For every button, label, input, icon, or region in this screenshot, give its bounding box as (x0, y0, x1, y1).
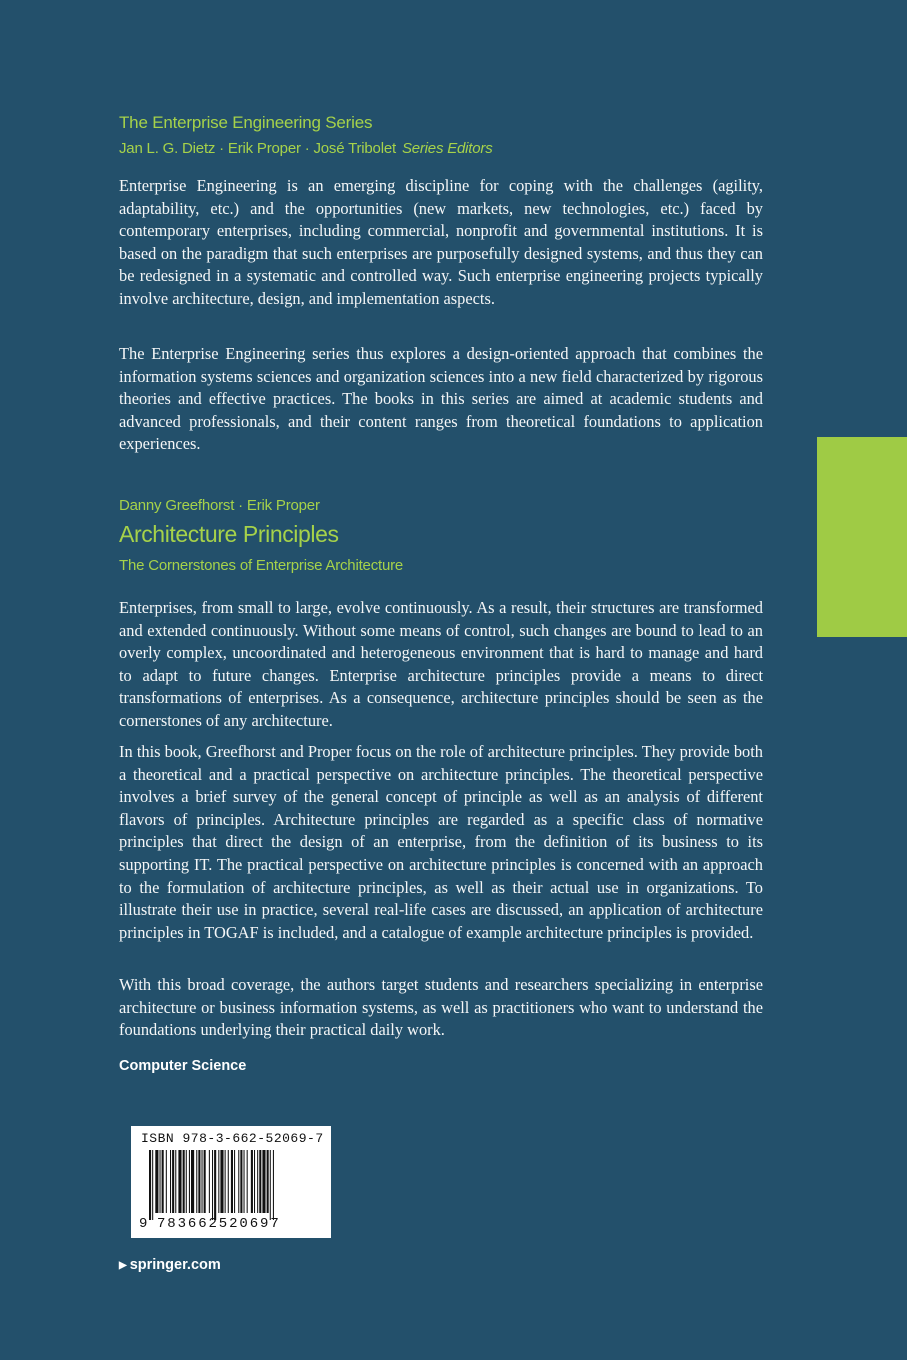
barcode-bar (251, 1150, 253, 1213)
barcode-bar (247, 1150, 248, 1213)
publisher-website: springer.com (129, 1257, 221, 1273)
barcode-bar (196, 1150, 197, 1213)
barcode-bar (234, 1150, 235, 1213)
barcode-bar (212, 1150, 213, 1220)
series-title: The Enterprise Engineering Series (119, 113, 373, 132)
barcode-bar (231, 1150, 233, 1213)
book-description-paragraph-3: With this broad coverage, the authors target students and researchers specializing in enterprise architecture or business information systems, as well as practitioners who want to understand the foundations underlying their practical daily work. (119, 975, 763, 1040)
barcode-bar (170, 1150, 171, 1213)
series-editors (119, 140, 493, 157)
book-description-paragraph-2: In this book, Greefhorst and Proper focus on the role of architecture principles. They provide both a theoretical and a practical perspective on architecture principles. The theoretical perspective involves a brief survey of the general concept of principle as well as an analysis of different flavors of principles. Architecture principles are regarded as a specific class of normative principles that direct the design of an enterprise, from the definition of its business to its supporting IT. The practical perspective on architecture principles is concerned with an approach to the formulation of architecture principles, as well as their actual use in organizations. To illustrate their use in practice, several real-life cases are discussed, an application of architecture principles in TOGAF is included, and a catalogue of example architecture principles is provided. (119, 742, 763, 942)
barcode-bar (270, 1150, 271, 1220)
barcode-bar (267, 1150, 269, 1213)
isbn-label: ISBN 978-3-662-52069-7 (141, 1131, 324, 1146)
book-description-paragraph-1: Enterprises, from small to large, evolve continuously. As a result, their structures are transformed and extended continuously. Without some means of control, such changes are bound to lead to an overly complex, uncoordinated and heterogeneous environment that is hard to manage and hard to adapt to future changes. Enterprise architecture principles provide a means to direct transformations of enterprises. As a consequence, architecture principles should be seen as the cornerstones of any architecture. (119, 598, 763, 730)
barcode-bar (254, 1150, 255, 1213)
barcode-bar (149, 1150, 151, 1220)
series-editors-names: Jan L. G. Dietz · Erik Proper · José Tribolet (119, 140, 396, 157)
subject-category: Computer Science (119, 1058, 247, 1074)
isbn-barcode (131, 1126, 331, 1238)
barcode-bar (262, 1150, 265, 1213)
barcode-bar (155, 1150, 158, 1213)
arrow-right-icon: ▶ (119, 1260, 127, 1271)
barcode-bar (240, 1150, 242, 1213)
series-description-paragraph-2: The Enterprise Engineering series thus explores a design-oriented approach that combines the information systems sciences and organization sciences into a new field characterized by rigorous theories and effective practices. The books in this series are aimed at academic students and advanced professionals, and their content ranges from theoretical foundations to application experiences. (119, 344, 763, 454)
book-authors: Danny Greefhorst · Erik Proper (119, 497, 320, 514)
barcode-bar (175, 1150, 176, 1213)
barcode-bar (160, 1150, 161, 1213)
barcode-bar (273, 1150, 274, 1220)
spine-color-tab (817, 437, 907, 637)
barcode-bar (189, 1150, 190, 1213)
barcode-bar (198, 1150, 200, 1213)
barcode-bar (183, 1150, 185, 1213)
barcode-bars (149, 1150, 315, 1220)
ean-digits: 783662520697 (157, 1216, 281, 1232)
barcode-bar (214, 1150, 216, 1220)
barcode-bar (218, 1150, 219, 1213)
ean-first-digit: 9 (139, 1216, 148, 1232)
barcode-bar (209, 1150, 210, 1213)
book-subtitle: The Cornerstones of Enterprise Architecture (119, 557, 404, 574)
barcode-bar (257, 1150, 258, 1213)
barcode-bar (202, 1150, 203, 1213)
barcode-bar (225, 1150, 226, 1213)
barcode-bar (220, 1150, 223, 1213)
barcode-bar (244, 1150, 245, 1213)
barcode-bar (162, 1150, 164, 1213)
series-description-paragraph-1: Enterprise Engineering is an emerging discipline for coping with the challenges (agility, adaptability, etc.) and the opportunities (new markets, new technologies, etc.) faced by contemporary enterprises, including commercial, nonprofit and governmental institutions. It is based on the paradigm that such enterprises are purposefully designed systems, and thus they can be redesigned in a systematic and controlled way. Such enterprise engineering projects typically involve architecture, design, and implementation aspects. (119, 176, 763, 308)
series-editors-role: Series Editors (401, 140, 493, 157)
publisher-link[interactable] (119, 1257, 221, 1273)
barcode-bar (204, 1150, 206, 1213)
barcode-bar (178, 1150, 181, 1213)
book-title: Architecture Principles (119, 521, 339, 547)
barcode-bar (259, 1150, 261, 1213)
barcode-bar (172, 1150, 174, 1213)
barcode-bar (166, 1150, 167, 1213)
barcode-bar (186, 1150, 187, 1213)
barcode-bar (238, 1150, 239, 1213)
barcode-bar (152, 1150, 153, 1220)
barcode-bar (228, 1150, 229, 1213)
barcode-bar (191, 1150, 194, 1213)
